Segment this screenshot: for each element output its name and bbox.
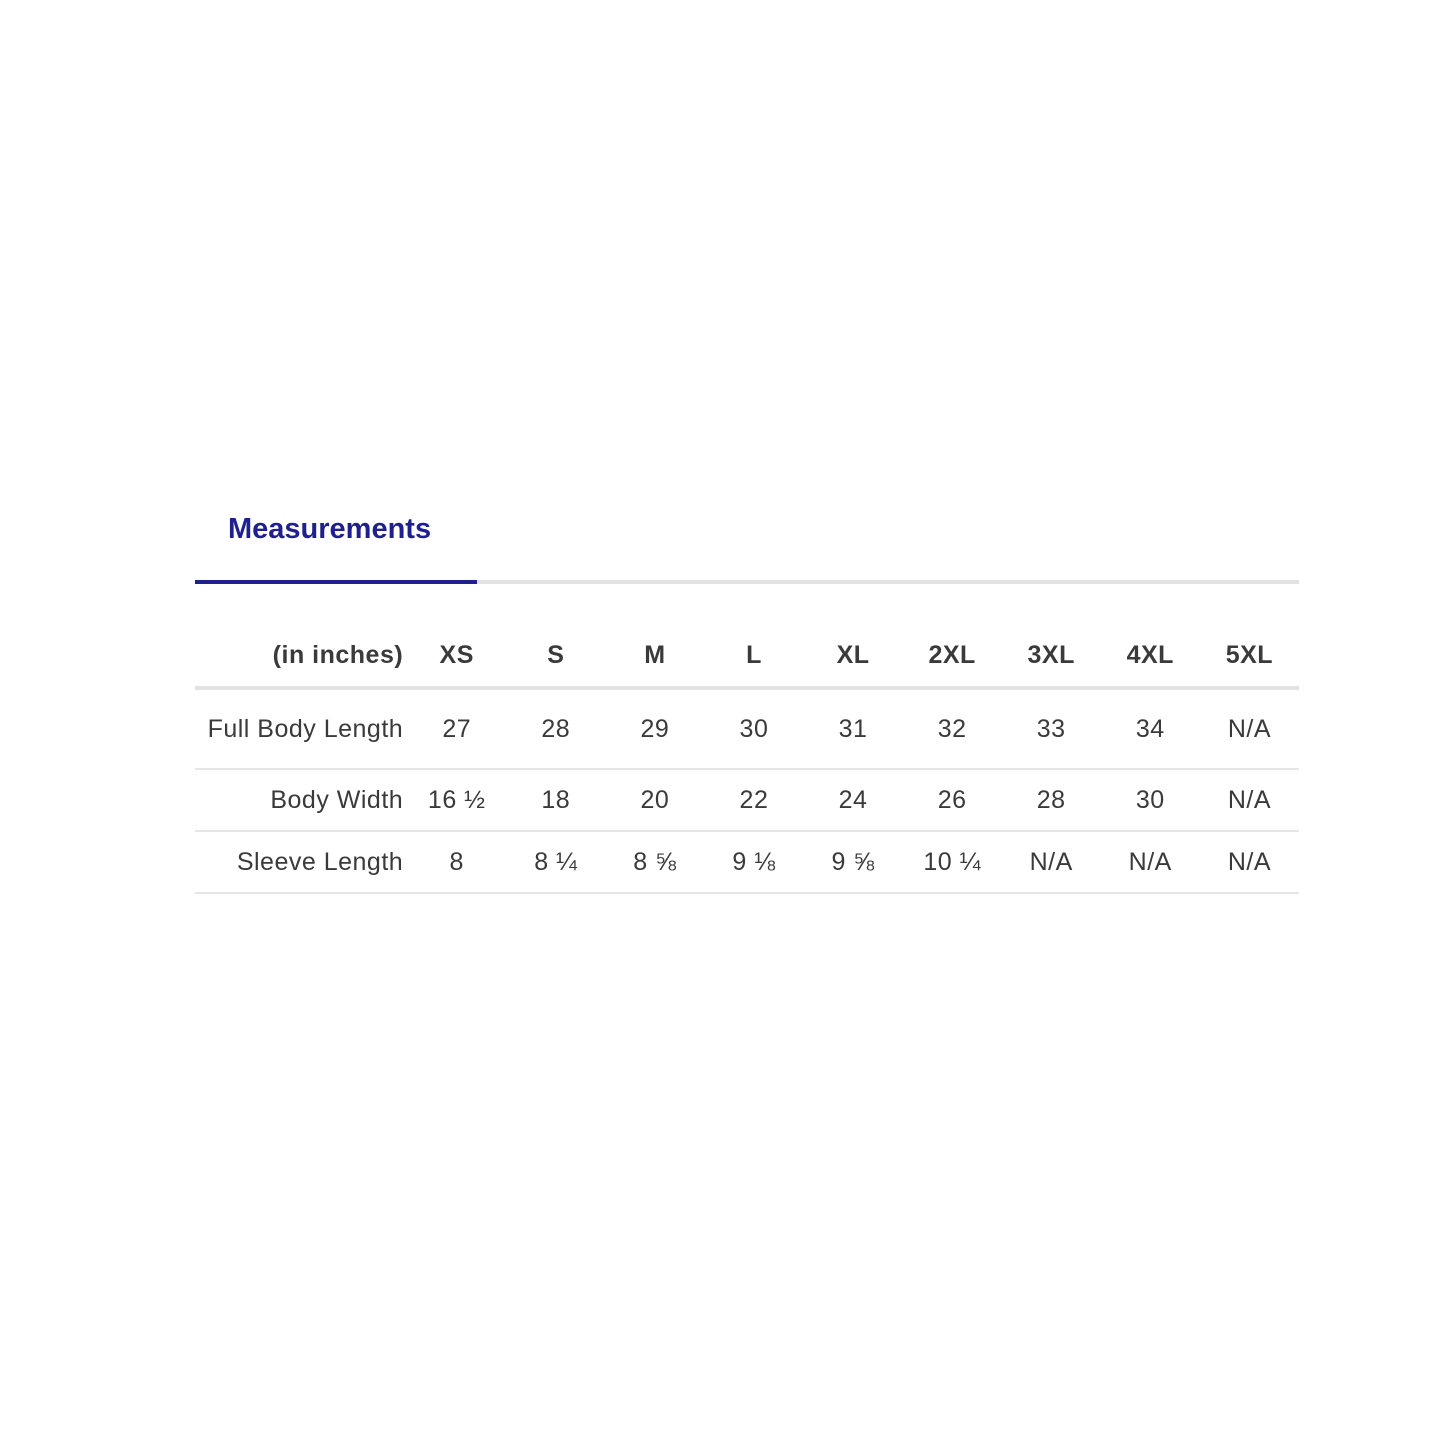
table-cell: N/A — [1200, 831, 1299, 893]
size-header-3xl: 3XL — [1002, 624, 1101, 688]
table-cell: 26 — [903, 769, 1002, 831]
table-cell: 9 ⅝ — [804, 831, 903, 893]
row-label: Body Width — [195, 769, 407, 831]
size-header-xl: XL — [804, 624, 903, 688]
table-cell: 28 — [506, 688, 605, 769]
table-cell: 20 — [605, 769, 704, 831]
tab-bar — [195, 490, 1299, 586]
size-header-m: M — [605, 624, 704, 688]
table-cell: 30 — [1101, 769, 1200, 831]
measurements-panel — [195, 490, 1299, 876]
size-header-xs: XS — [407, 624, 506, 688]
table-cell: 24 — [804, 769, 903, 831]
size-header-s: S — [506, 624, 605, 688]
row-label: Sleeve Length — [195, 831, 407, 893]
table-cell: 34 — [1101, 688, 1200, 769]
table-cell: 8 ¼ — [506, 831, 605, 893]
size-header-2xl: 2XL — [903, 624, 1002, 688]
table-cell: N/A — [1002, 831, 1101, 893]
table-cell: 22 — [704, 769, 803, 831]
table-cell: 33 — [1002, 688, 1101, 769]
table-cell: 32 — [903, 688, 1002, 769]
table-cell: 8 — [407, 831, 506, 893]
size-header-l: L — [704, 624, 803, 688]
table-cell: 9 ⅛ — [704, 831, 803, 893]
table-cell: 30 — [704, 688, 803, 769]
table-cell: 18 — [506, 769, 605, 831]
table-cell: 31 — [804, 688, 903, 769]
units-header: (in inches) — [195, 624, 407, 688]
table-cell: 8 ⅝ — [605, 831, 704, 893]
table-cell: 27 — [407, 688, 506, 769]
table-cell: 10 ¼ — [903, 831, 1002, 893]
table-cell: 29 — [605, 688, 704, 769]
row-label: Full Body Length — [195, 688, 407, 769]
size-header-4xl: 4XL — [1101, 624, 1200, 688]
table-row-body-width — [195, 769, 1299, 831]
size-header-5xl: 5XL — [1200, 624, 1299, 688]
table-header-row — [195, 624, 1299, 688]
table-row-sleeve-length — [195, 831, 1299, 893]
table-row-full-body-length — [195, 688, 1299, 769]
active-tab-indicator — [195, 580, 477, 584]
table-cell: 16 ½ — [407, 769, 506, 831]
table-cell: N/A — [1200, 769, 1299, 831]
table-cell: N/A — [1200, 688, 1299, 769]
tab-measurements-label: Measurements — [228, 513, 432, 545]
tab-measurements[interactable] — [195, 490, 477, 586]
table-cell: N/A — [1101, 831, 1200, 893]
size-chart-table — [195, 624, 1299, 894]
table-cell: 28 — [1002, 769, 1101, 831]
